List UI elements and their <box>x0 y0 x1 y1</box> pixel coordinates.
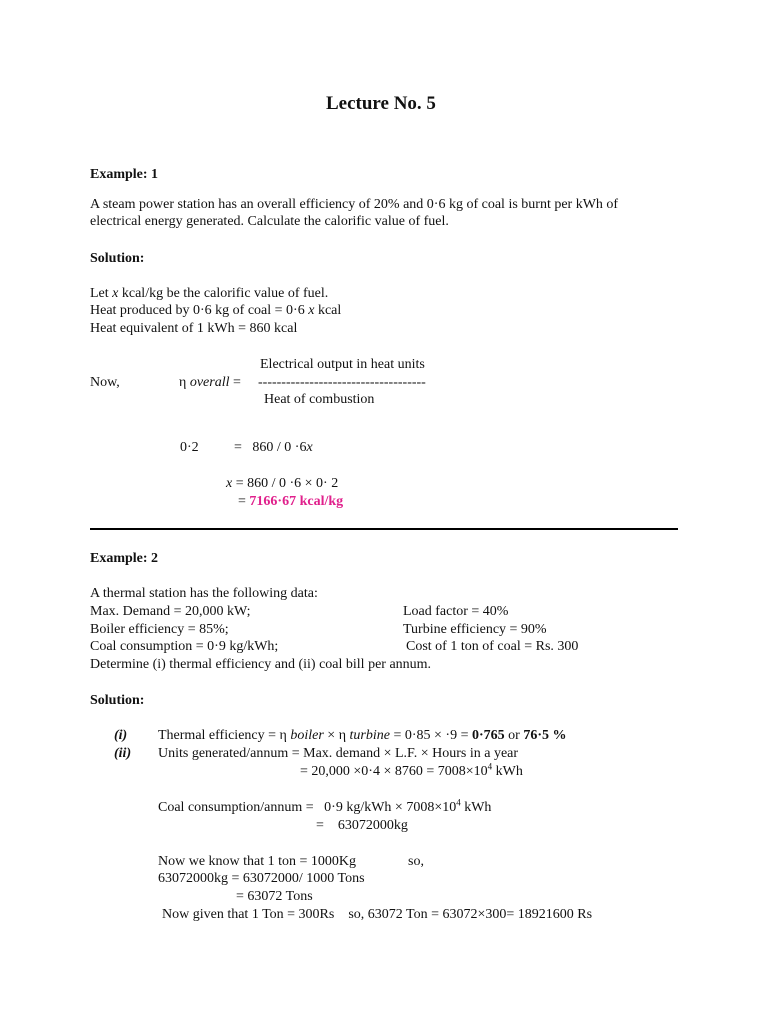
coal-per-annum-value: = 63072000kg <box>316 818 408 833</box>
turbine-efficiency: Turbine efficiency = 90% <box>403 622 547 637</box>
part-i-label: (i) <box>114 728 128 743</box>
ton-conversion-so: so, <box>408 854 424 869</box>
units-generated-value: = $20,000 \times 0\cdot 4 \times 8760 = 7008\times 10^4$ kWh <box>300 761 523 779</box>
fraction-numerator: Electrical output in heat units <box>260 357 425 372</box>
determine-statement: Determine (i) thermal efficiency and (ii) coal bill per annum. <box>90 657 432 672</box>
equation-2: x = 860 / 0 ·6 × 0· 2 <box>226 476 339 491</box>
fraction-bar: ------------------------------------ <box>258 375 426 390</box>
part-ii-label: (ii) <box>114 746 132 761</box>
example-2-solution-heading: Solution: <box>90 693 145 708</box>
load-factor: Load factor = 40% <box>403 604 509 619</box>
example-1-solution-heading: Solution: <box>90 251 145 266</box>
coal-per-annum-line: Coal consumption/annum = 0·9 $kg/kWh \times 7008\times 10^4$ kWh <box>158 797 492 815</box>
now-label: Now, <box>90 375 120 390</box>
fraction-denominator: Heat of combustion <box>264 392 375 407</box>
section-divider <box>90 528 678 530</box>
example-2-intro: A thermal station has the following data: <box>90 586 318 601</box>
boiler-efficiency: Boiler efficiency = 85%; <box>90 622 229 637</box>
max-demand: Max. Demand = 20,000 kW; <box>90 604 251 619</box>
coal-cost: Cost of 1 ton of coal = Rs. 300 <box>406 639 579 654</box>
example-1-heading: Example: 1 <box>90 167 159 182</box>
example-1-problem-line-2: electrical energy generated. Calculate the calorific value of fuel. <box>90 214 449 229</box>
tons-value: = 63072 Tons <box>236 889 313 904</box>
coal-bill-line: Now given that 1 Ton = 300Rs so, 63072 Ton = 63072×300= 18921600 Rs <box>162 907 593 922</box>
heat-produced-statement: Heat produced by 0·6 kg of coal = 0·6 x kcal <box>90 303 342 318</box>
equation-1-rhs: = 860 / 0 ·6x <box>234 440 313 455</box>
kg-to-tons-line: 63072000kg = 63072000/ 1000 Tons <box>158 871 365 886</box>
heat-equivalent-statement: Heat equivalent of 1 kWh = 860 kcal <box>90 321 298 336</box>
ton-conversion-line: Now we know that 1 ton = 1000Kg <box>158 854 357 869</box>
thermal-efficiency-line: Thermal efficiency = η boiler × η turbine = 0·85 × ·9 = 0·765 or 76·5 % <box>158 728 567 743</box>
equation-3-result: = 7166·67 kcal/kg <box>238 494 344 509</box>
units-generated-line: Units generated/annum = Max. demand × L.F. × Hours in a year <box>158 746 519 761</box>
equation-1-lhs: 0·2 <box>180 440 199 455</box>
coal-consumption: Coal consumption = 0·9 kg/kWh; <box>90 639 279 654</box>
let-statement: Let x kcal/kg be the calorific value of fuel. <box>90 286 329 301</box>
example-2-heading: Example: 2 <box>90 551 159 566</box>
eta-overall-label: η overall = <box>179 375 241 390</box>
example-1-problem-line-1: A steam power station has an overall efficiency of 20% and 0·6 kg of coal is burnt per kWh of <box>90 197 619 212</box>
page-title: Lecture No. 5 <box>326 93 436 114</box>
